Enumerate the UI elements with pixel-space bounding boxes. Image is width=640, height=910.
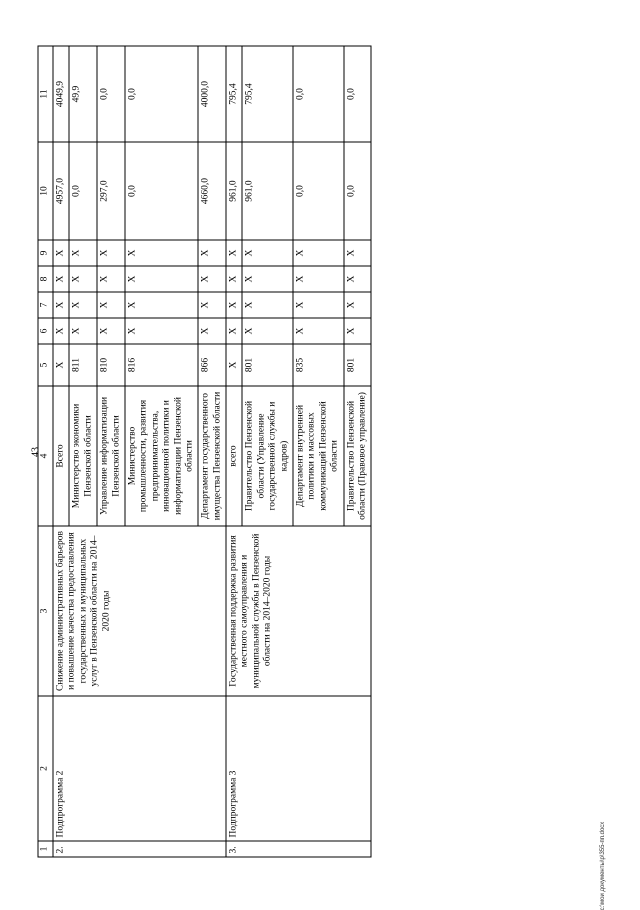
cell-6: Х [293,318,344,344]
header-cell: 11 [38,46,53,142]
cell-10: 297,0 [97,142,125,240]
cell-5: 801 [344,344,372,386]
header-cell: 7 [38,292,53,318]
cell-7: Х [242,292,293,318]
cell-8: Х [344,266,372,292]
rotated-content [38,47,603,858]
cell-7: Х [293,292,344,318]
cell-5: 811 [69,344,97,386]
cell-11: 4049,9 [53,46,69,142]
subprogram-title: Государственная поддержка развития местного самоуправления и муниципальной службы в Пензенской области на 2014–2020 годы [226,526,371,696]
budget-table [38,46,372,858]
header-cell: 3 [38,526,53,696]
executor: Правительство Пензенской области (Правовое управление) [344,386,372,526]
cell-10: 0,0 [69,142,97,240]
cell-10: 0,0 [293,142,344,240]
cell-5: Х [53,344,69,386]
executor: Министерство промышленности, развития предпринимательства, инновационной политики и информатизации Пензенской области [125,386,198,526]
header-cell: 5 [38,344,53,386]
cell-9: Х [97,240,125,266]
cell-9: Х [344,240,372,266]
cell-7: Х [97,292,125,318]
executor: Правительство Пензенской области (Управление государственной службы и кадров) [242,386,293,526]
subprogram-title: Снижение административных барьеров и повышение качества предоставления государственных и муниципальных услуг в Пензенской области на 2014–2020 годы [53,526,226,696]
cell-9: Х [198,240,226,266]
cell-11: 49,9 [69,46,97,142]
header-cell: 9 [38,240,53,266]
cell-7: Х [53,292,69,318]
cell-6: Х [69,318,97,344]
executor: Управление информатизации Пензенской области [97,386,125,526]
cell-11: 0,0 [293,46,344,142]
cell-9: Х [293,240,344,266]
executor: Министерство экономики Пензенской области [69,386,97,526]
cell-9: Х [242,240,293,266]
cell-11: 0,0 [344,46,372,142]
cell-11: 795,4 [242,46,293,142]
cell-5: 810 [97,344,125,386]
header-cell: 1 [38,841,53,857]
subprogram-name: Подпрограмма 2 [53,696,226,841]
cell-6: Х [242,318,293,344]
header-cell: 2 [38,696,53,841]
cell-5: 866 [198,344,226,386]
cell-7: Х [344,292,372,318]
cell-8: Х [53,266,69,292]
table-row [226,46,242,857]
header-cell: 6 [38,318,53,344]
row-number: 2. [53,841,226,857]
cell-8: Х [293,266,344,292]
cell-9: Х [226,240,242,266]
cell-9: Х [125,240,198,266]
cell-5: 816 [125,344,198,386]
executor: Департамент внутренней политики и массовых коммуникаций Пензенской области [293,386,344,526]
cell-6: Х [97,318,125,344]
cell-5: Х [226,344,242,386]
cell-8: Х [226,266,242,292]
executor: Всего [53,386,69,526]
header-cell: 10 [38,142,53,240]
row-number: 3. [226,841,371,857]
cell-6: Х [125,318,198,344]
executor: Департамент государственного имущества Пензенской области [198,386,226,526]
cell-10: 961,0 [242,142,293,240]
header-cell: 8 [38,266,53,292]
cell-7: Х [226,292,242,318]
header-cell: 4 [38,386,53,526]
cell-6: Х [226,318,242,344]
table-row [53,46,69,857]
cell-11: 795,4 [226,46,242,142]
cell-8: Х [242,266,293,292]
cell-11: 4000,0 [198,46,226,142]
cell-8: Х [198,266,226,292]
cell-5: 801 [242,344,293,386]
cell-6: Х [198,318,226,344]
executor: всего [226,386,242,526]
footer-file-path: c:\мои документы\р\355-пп.docx [600,821,606,910]
cell-8: Х [125,266,198,292]
cell-11: 0,0 [125,46,198,142]
cell-6: Х [53,318,69,344]
header-row [38,46,53,857]
cell-10: 0,0 [344,142,372,240]
subprogram-name: Подпрограмма 3 [226,696,371,841]
cell-7: Х [125,292,198,318]
cell-9: Х [53,240,69,266]
cell-10: 0,0 [125,142,198,240]
cell-7: Х [69,292,97,318]
cell-10: 4660,0 [198,142,226,240]
cell-10: 961,0 [226,142,242,240]
cell-7: Х [198,292,226,318]
cell-5: 835 [293,344,344,386]
cell-10: 4957,0 [53,142,69,240]
cell-11: 0,0 [97,46,125,142]
page-number: 43 [30,447,42,457]
cell-9: Х [69,240,97,266]
cell-8: Х [97,266,125,292]
cell-8: Х [69,266,97,292]
cell-6: Х [344,318,372,344]
